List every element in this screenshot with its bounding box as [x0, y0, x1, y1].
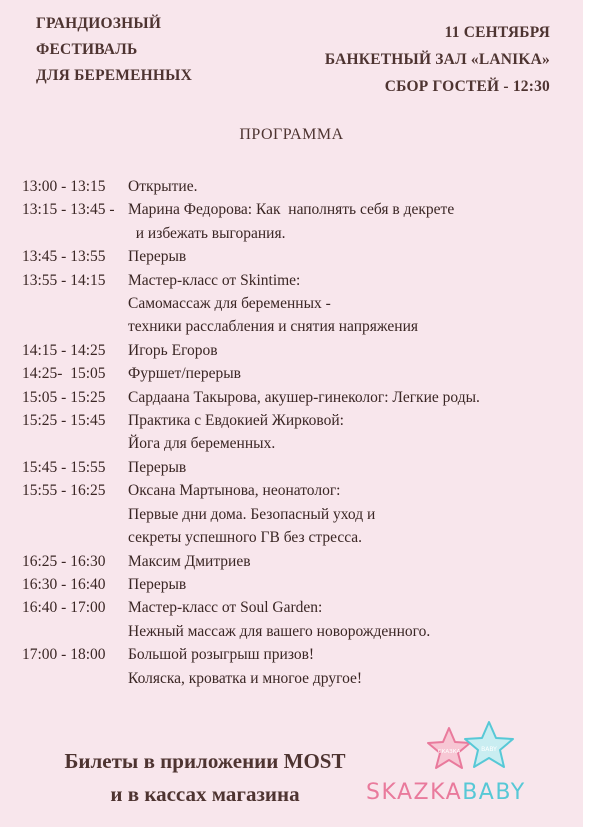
- ticket-line: Билеты в приложении MOST: [64, 749, 346, 773]
- title-line: ДЛЯ БЕРЕМЕННЫХ: [36, 67, 192, 84]
- stars-icon: [415, 720, 565, 782]
- schedule-event-line: Мастер-класс от Skintime:: [128, 271, 301, 289]
- schedule-event: [128, 596, 582, 643]
- schedule-event: [128, 573, 582, 596]
- schedule-event: [128, 643, 582, 690]
- schedule-time: 13:55 - 14:15: [22, 271, 106, 289]
- schedule-event-line: Практика с Евдокией Жирковой:: [128, 412, 344, 430]
- schedule-event: [128, 198, 582, 245]
- schedule-event-line: секреты успешного ГВ без стресса.: [128, 529, 363, 547]
- event-venue: БАНКЕТНЫЙ ЗАЛ «LANIKA»: [324, 51, 550, 68]
- schedule-time: 17:00 - 18:00: [22, 646, 106, 664]
- schedule-item: [22, 269, 582, 339]
- schedule-event-line: Самомассаж для беременных -: [128, 295, 331, 313]
- event-date: 11 СЕНТЯБРЯ: [444, 24, 550, 41]
- logo-text-baby: BABY: [462, 780, 526, 805]
- schedule-event-line: техники расслабления и снятия напряжения: [128, 318, 418, 336]
- schedule-event-line: Игорь Егоров: [128, 341, 218, 359]
- star-text: СКАЗКА: [437, 749, 461, 755]
- schedule-time: 15:45 - 15:55: [22, 458, 106, 476]
- schedule-item: [22, 550, 582, 573]
- schedule-event: [128, 339, 582, 362]
- schedule-time: 13:00 - 13:15: [22, 178, 106, 195]
- schedule-event-line: Большой розыгрыш призов!: [128, 646, 315, 664]
- guest-arrival-time: СБОР ГОСТЕЙ - 12:30: [384, 78, 550, 95]
- schedule-time: 13:45 - 13:55: [22, 248, 106, 266]
- schedule-event: [128, 362, 582, 385]
- schedule-item: [22, 339, 582, 362]
- star-text: BABY: [481, 746, 497, 753]
- schedule-event-line: Марина Федорова: Как наполнять себя в декрете: [128, 201, 455, 219]
- schedule-item: [22, 198, 582, 245]
- schedule-event: [128, 175, 582, 198]
- schedule-item: [22, 409, 582, 456]
- schedule-event-line: Нежный массаж для вашего новорожденного.: [128, 622, 431, 640]
- schedule-time: 16:30 - 16:40: [22, 575, 106, 593]
- schedule-event-line: Сардаана Такырова, акушер-гинеколог: Легкие роды.: [128, 388, 480, 406]
- schedule-event-line: Оксана Мартынова, неонатолог:: [128, 482, 341, 500]
- schedule-item: [22, 175, 582, 198]
- schedule-time: 16:25 - 16:30: [22, 552, 106, 570]
- schedule-event-line: Перерыв: [128, 248, 187, 266]
- schedule-time: 15:55 - 16:25: [22, 482, 106, 500]
- schedule-item: [22, 386, 582, 409]
- schedule-item: [22, 596, 582, 643]
- logo-text-skazka: SKAZKA: [366, 780, 463, 805]
- event-info: [325, 19, 550, 100]
- ticket-info: [0, 745, 410, 811]
- schedule-event: [128, 245, 582, 268]
- schedule-event: [128, 550, 582, 573]
- schedule-event-line: Максим Дмитриев: [128, 552, 251, 570]
- schedule-event: [128, 479, 582, 549]
- title-line: ГРАНДИОЗНЫЙ: [36, 15, 162, 32]
- program-heading: ПРОГРАММА: [239, 126, 344, 143]
- schedule-event-line: Перерыв: [128, 575, 187, 593]
- logo-wordmark: [366, 779, 526, 807]
- festival-title: [36, 11, 192, 89]
- schedule-list: [22, 175, 582, 690]
- schedule-item: [22, 456, 582, 479]
- schedule-event-line: Коляска, кроватка и многое другое!: [128, 669, 363, 687]
- schedule-event-line: Фуршет/перерыв: [128, 365, 241, 383]
- ticket-line: и в кассах магазина: [110, 782, 300, 806]
- schedule-event: [128, 409, 582, 456]
- schedule-event-line: Открытие.: [128, 178, 198, 195]
- schedule-event-line: Первые дни дома. Безопасный уход и: [128, 505, 376, 523]
- title-line: ФЕСТИВАЛЬ: [36, 41, 138, 58]
- schedule-item: [22, 573, 582, 596]
- schedule-item: [22, 479, 582, 549]
- schedule-item: [22, 643, 582, 690]
- schedule-time: 14:25- 15:05: [22, 365, 106, 383]
- schedule-time: 15:05 - 15:25: [22, 388, 106, 406]
- schedule-time: 15:25 - 15:45: [22, 412, 106, 430]
- schedule-item: [22, 245, 582, 268]
- schedule-time: 14:15 - 14:25: [22, 341, 106, 359]
- schedule-time: 16:40 - 17:00: [22, 599, 106, 617]
- schedule-event-line: Мастер-класс от Soul Garden:: [128, 599, 323, 617]
- schedule-event: [128, 269, 582, 339]
- schedule-item: [22, 362, 582, 385]
- schedule-event: [128, 456, 582, 479]
- skazka-baby-logo: [363, 720, 568, 815]
- schedule-event-line: Йога для беременных.: [128, 435, 276, 453]
- schedule-event-line: и избежать выгорания.: [128, 224, 286, 242]
- schedule-event-line: Перерыв: [128, 458, 187, 476]
- schedule-time: 13:15 - 13:45 -: [22, 201, 115, 219]
- schedule-event: [128, 386, 582, 409]
